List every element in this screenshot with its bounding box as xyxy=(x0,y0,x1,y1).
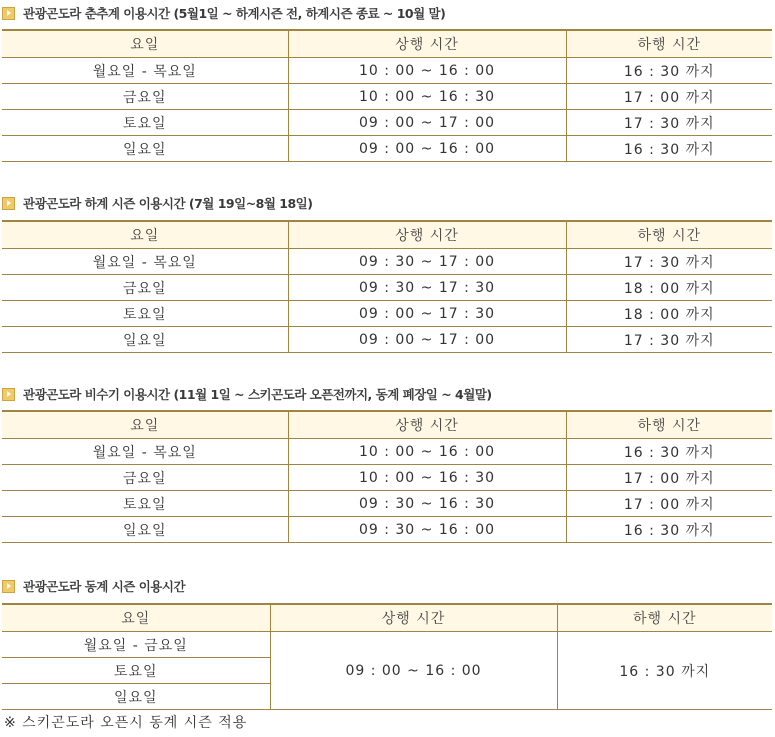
up-time-cell: 10 : 00 ~ 16 : 00 xyxy=(288,58,566,84)
arrow-bullet-icon xyxy=(2,197,15,210)
table-header-row xyxy=(2,604,772,632)
header-down: 하행 시간 xyxy=(566,30,772,58)
up-time-cell: 10 : 00 ~ 16 : 30 xyxy=(288,84,566,110)
day-cell: 일요일 xyxy=(2,684,270,710)
day-cell: 일요일 xyxy=(2,136,288,162)
day-cell: 금요일 xyxy=(2,84,288,110)
table-row xyxy=(2,517,772,543)
table-row xyxy=(2,110,772,136)
table-row xyxy=(2,58,772,84)
down-time-cell: 18 : 00 까지 xyxy=(566,301,772,327)
down-time-cell: 16 : 30 까지 xyxy=(566,439,772,465)
down-time-cell: 18 : 00 까지 xyxy=(566,275,772,301)
day-cell: 금요일 xyxy=(2,465,288,491)
table-row xyxy=(2,84,772,110)
section-title-off-season xyxy=(2,384,492,404)
header-down: 하행 시간 xyxy=(557,604,772,632)
down-time-cell: 17 : 30 까지 xyxy=(566,327,772,353)
section-title-winter xyxy=(2,576,185,596)
table-row xyxy=(2,275,772,301)
down-time-cell: 17 : 00 까지 xyxy=(566,491,772,517)
day-cell: 토요일 xyxy=(2,658,270,684)
up-time-cell: 09 : 00 ~ 17 : 00 xyxy=(288,327,566,353)
header-up: 상행 시간 xyxy=(270,604,557,632)
section-title-summer xyxy=(2,193,312,213)
arrow-bullet-icon xyxy=(2,580,15,593)
day-cell: 월요일 - 목요일 xyxy=(2,58,288,84)
up-time-cell: 09 : 30 ~ 16 : 00 xyxy=(288,517,566,543)
header-up: 상행 시간 xyxy=(288,30,566,58)
schedule-table-winter xyxy=(2,603,772,710)
down-time-cell: 17 : 30 까지 xyxy=(566,249,772,275)
table-row xyxy=(2,136,772,162)
section-title-spring-autumn xyxy=(2,3,445,23)
day-cell: 월요일 - 목요일 xyxy=(2,249,288,275)
table-row xyxy=(2,632,772,658)
day-cell: 금요일 xyxy=(2,275,288,301)
down-time-cell: 16 : 30 까지 xyxy=(557,632,772,710)
down-time-cell: 16 : 30 까지 xyxy=(566,58,772,84)
up-time-cell: 09 : 00 ~ 17 : 00 xyxy=(288,110,566,136)
header-up: 상행 시간 xyxy=(288,411,566,439)
table-header-row xyxy=(2,411,772,439)
down-time-cell: 16 : 30 까지 xyxy=(566,517,772,543)
day-cell: 일요일 xyxy=(2,327,288,353)
section-title-text: 관광곤도라 동계 시즌 이용시간 xyxy=(23,579,186,594)
header-day: 요일 xyxy=(2,604,270,632)
up-time-cell: 09 : 00 ~ 17 : 30 xyxy=(288,301,566,327)
table-row xyxy=(2,465,772,491)
header-up: 상행 시간 xyxy=(288,221,566,249)
footnote: ※ 스키곤도라 오픈시 동계 시즌 적용 xyxy=(4,715,248,731)
day-cell: 월요일 - 목요일 xyxy=(2,439,288,465)
table-header-row xyxy=(2,30,772,58)
section-title-text: 관광곤도라 춘추계 이용시간 (5월1일 ~ 하계시즌 전, 하계시즌 종료 ~ 10월 말) xyxy=(23,6,446,21)
up-time-cell: 10 : 00 ~ 16 : 00 xyxy=(288,439,566,465)
table-row xyxy=(2,249,772,275)
header-day: 요일 xyxy=(2,411,288,439)
up-time-cell: 09 : 30 ~ 16 : 30 xyxy=(288,491,566,517)
day-cell: 토요일 xyxy=(2,491,288,517)
table-row xyxy=(2,491,772,517)
arrow-bullet-icon xyxy=(2,388,15,401)
schedule-table-summer xyxy=(2,220,772,353)
header-day: 요일 xyxy=(2,30,288,58)
down-time-cell: 17 : 00 까지 xyxy=(566,465,772,491)
table-header-row xyxy=(2,221,772,249)
up-time-cell: 09 : 30 ~ 17 : 30 xyxy=(288,275,566,301)
arrow-bullet-icon xyxy=(2,7,15,20)
up-time-cell: 10 : 00 ~ 16 : 30 xyxy=(288,465,566,491)
day-cell: 월요일 - 금요일 xyxy=(2,632,270,658)
header-down: 하행 시간 xyxy=(566,221,772,249)
up-time-cell: 09 : 30 ~ 17 : 00 xyxy=(288,249,566,275)
day-cell: 일요일 xyxy=(2,517,288,543)
table-row xyxy=(2,301,772,327)
header-day: 요일 xyxy=(2,221,288,249)
table-row xyxy=(2,327,772,353)
down-time-cell: 17 : 00 까지 xyxy=(566,84,772,110)
day-cell: 토요일 xyxy=(2,301,288,327)
up-time-cell: 09 : 00 ~ 16 : 00 xyxy=(288,136,566,162)
schedule-table-off-season xyxy=(2,410,772,543)
down-time-cell: 16 : 30 까지 xyxy=(566,136,772,162)
down-time-cell: 17 : 30 까지 xyxy=(566,110,772,136)
section-title-text: 관광곤도라 하계 시즌 이용시간 (7월 19일~8월 18일) xyxy=(23,196,313,211)
header-down: 하행 시간 xyxy=(566,411,772,439)
up-time-cell: 09 : 00 ~ 16 : 00 xyxy=(270,632,557,710)
day-cell: 토요일 xyxy=(2,110,288,136)
table-row xyxy=(2,439,772,465)
schedule-table-spring-autumn xyxy=(2,29,772,162)
section-title-text: 관광곤도라 비수기 이용시간 (11월 1일 ~ 스키곤도라 오픈전까지, 동계 폐장일 ~ 4월말) xyxy=(23,387,492,402)
